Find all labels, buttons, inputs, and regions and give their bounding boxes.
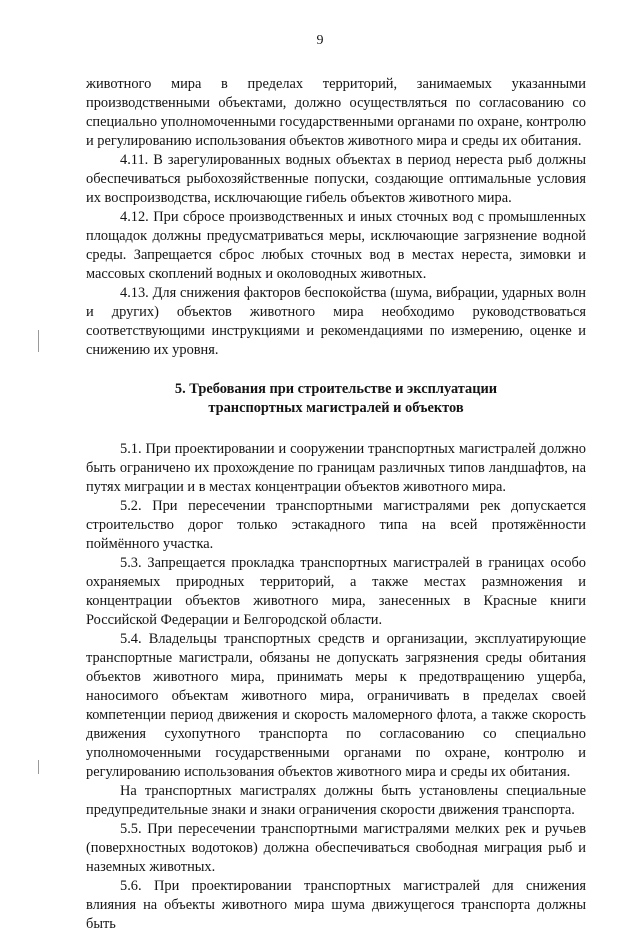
document-body xyxy=(86,75,586,934)
body-paragraph: 5.5. При пересечении транспортными магистралями мелких рек и ручьев (поверхностных водотоков) должна обеспечиваться свободная миграция рыб и наземных животных. xyxy=(86,821,586,875)
body-paragraph: 4.11. В зарегулированных водных объектах в период нереста рыб должны обеспечиваться рыбохозяйственные попуски, создающие оптимальные условия их воспроизводства, исключающие гибель объектов животного мира. xyxy=(86,152,586,206)
margin-mark xyxy=(38,760,39,774)
body-paragraph: 5.4. Владельцы транспортных средств и организации, эксплуатирующие транспортные магистрали, обязаны не допускать загрязнения среды обитания объектов животного мира, принимать меры к предотвращению ущерба, наносимого объектам животного мира, ограничивать в пределах своей компетенции период движения и скорость маломерного флота, а также скорость движения сухопутного транспорта по согласованию со специально уполномоченными государственными органами по охране, контролю и регулированию использования объектов животного мира и среды их обитания. xyxy=(86,631,586,780)
page-number: 9 xyxy=(316,33,324,48)
margin-mark xyxy=(38,330,39,352)
body-paragraph: 4.12. При сбросе производственных и иных сточных вод с промышленных площадок должны предусматриваться меры, исключающие загрязнение водной среды. Запрещается сброс любых сточных вод в местах нереста, зимовки и массовых скоплений водных и околоводных животных. xyxy=(86,209,586,282)
body-paragraph: 5.1. При проектировании и сооружении транспортных магистралей должно быть ограничено их прохождение по границам различных типов ландшафтов, на путях миграции и в местах концентрации объектов животного мира. xyxy=(86,441,586,495)
section-heading-line: 5. Требования при строительстве и эксплуатации xyxy=(174,381,498,397)
section-heading xyxy=(86,380,586,418)
body-paragraph: животного мира в пределах территорий, занимаемых указанными производственными объектами, должно осуществляться по согласованию со специально уполномоченными государственными органами по охране, контролю и регулированию использования объектов животного мира и среды их обитания. xyxy=(86,76,586,149)
section-heading-line: транспортных магистралей и объектов xyxy=(208,400,464,416)
body-paragraph: На транспортных магистралях должны быть установлены специальные предупредительные знаки и знаки ограничения скорости движения транспорта. xyxy=(86,783,586,818)
body-paragraph: 5.6. При проектировании транспортных магистралей для снижения влияния на объекты животного мира шума движущегося транспорта должны быть xyxy=(86,878,586,932)
body-paragraph: 5.2. При пересечении транспортными магистралями рек допускается строительство дорог только эстакадного типа на всей протяжённости поймённого участка. xyxy=(86,498,586,552)
body-paragraph: 4.13. Для снижения факторов беспокойства (шума, вибрации, ударных волн и других) объектов животного мира необходимо руководствоваться соответствующими инструкциями и рекомендациями по измерению, оценке и снижению их уровня. xyxy=(86,285,586,358)
body-paragraph: 5.3. Запрещается прокладка транспортных магистралей в границах особо охраняемых природных территорий, а также местах размножения и концентрации объектов животного мира, занесенных в Красные книги Российской Федерации и Белгородской области. xyxy=(86,555,586,628)
